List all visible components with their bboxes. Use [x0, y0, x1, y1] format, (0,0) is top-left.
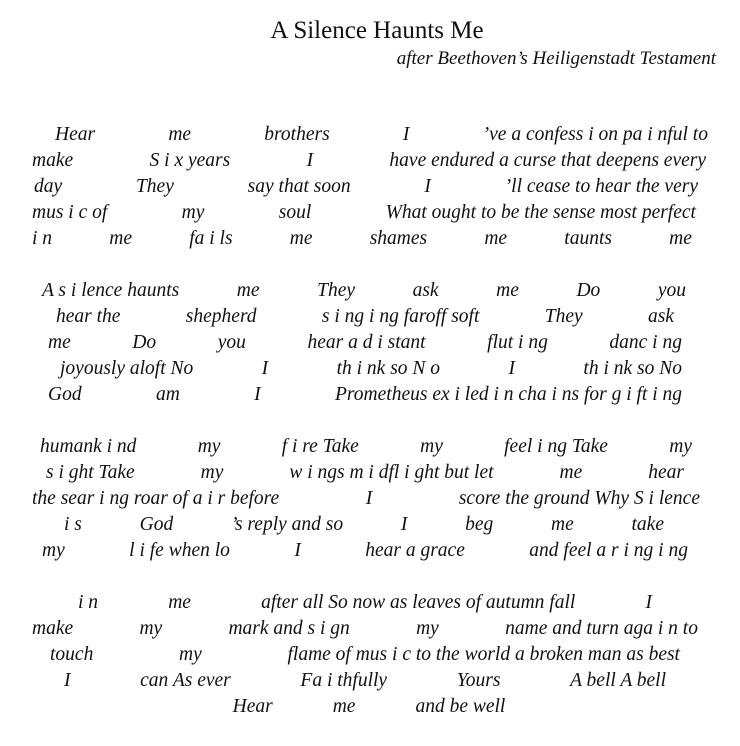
poem-word: A bell A bell [570, 670, 666, 691]
poem-word: ’s reply and so [230, 514, 344, 535]
poem-word: I [64, 670, 71, 691]
poem-word: Do [576, 280, 601, 301]
poem-word: I [402, 124, 410, 145]
poem-word: me [332, 696, 356, 717]
poem-word: hear [648, 462, 684, 483]
poem-word: Prometheus ex i led i n cha i ns for g i ft i ng [335, 384, 682, 405]
poem-word: I [424, 176, 431, 197]
poem-word: my [197, 436, 221, 457]
poem-word: i n [32, 228, 53, 249]
poem-line [30, 330, 708, 356]
poem-word: hear a d i stant [307, 332, 426, 353]
poem-line [30, 642, 708, 668]
poem-word: I [254, 384, 261, 405]
poem-word: taunts [564, 228, 612, 249]
poem-word: and be well [415, 696, 506, 717]
poem-word: danc i ng [609, 332, 682, 353]
poem-word: brothers [264, 124, 330, 145]
poem-word: beg [465, 514, 494, 535]
poem-word: They [135, 176, 174, 197]
poem-line [30, 174, 708, 200]
poem-line [30, 434, 708, 460]
poem-word: am [155, 384, 180, 405]
poem-word: Hear [232, 696, 273, 717]
poem-word: say that soon [247, 176, 351, 197]
poem-line [30, 382, 708, 408]
poem-word: me [484, 228, 508, 249]
poem-word: have endured a curse that deepens every [389, 150, 706, 171]
poem-word: my [42, 540, 65, 561]
poem-word: day [34, 176, 63, 197]
poem-line [30, 356, 708, 382]
poem-word: f i re Take [281, 436, 359, 457]
poem-line [30, 122, 708, 148]
poem-word: me [551, 514, 574, 535]
poem-word: mus i c of [32, 202, 108, 223]
poem-word: th i nk so N o [336, 358, 441, 379]
poem-word: my [181, 202, 205, 223]
poem-word: ask [412, 280, 439, 301]
stanza [30, 122, 708, 252]
poem-word: fa i ls [189, 228, 233, 249]
poem-word: s i ght Take [46, 462, 135, 483]
poem-word: and feel a r i ng i ng [529, 540, 688, 561]
poem-word: touch [50, 644, 94, 665]
poem-word: me [236, 280, 260, 301]
poem-word: I [508, 358, 515, 379]
poem-word: me [289, 228, 313, 249]
poem-word: after all So now as leaves of autumn fall [261, 592, 576, 613]
poem-line [30, 226, 708, 252]
poem-line [30, 304, 708, 330]
poem-word: Fa i thfully [300, 670, 388, 691]
poem-word: me [109, 228, 132, 249]
poem-line [30, 148, 708, 174]
poem-subtitle: after Beethoven’s Heiligenstadt Testament [396, 48, 716, 69]
poem-word: shepherd [185, 306, 257, 327]
poem-word: my [420, 436, 443, 457]
poem-word: i s [64, 514, 82, 535]
poem-word: God [139, 514, 174, 535]
poem-word: I [400, 514, 408, 535]
poem-word: humank i nd [40, 436, 137, 457]
poem-word: make [32, 618, 74, 639]
poem-word: name and turn aga i n to [505, 618, 698, 639]
poem-word: me [48, 332, 71, 353]
poem-word: Do [132, 332, 157, 353]
poem-word: i n [78, 592, 99, 613]
poem-word: my [200, 462, 224, 483]
poem-word: me [559, 462, 583, 483]
poem-word: Hear [55, 124, 96, 145]
poem-word: my [416, 618, 439, 639]
poem-word: ’ll cease to hear the very [504, 176, 698, 197]
stanza [30, 434, 708, 564]
poem-word: w i ngs m i dfl i ght but let [289, 462, 494, 483]
poem-body [30, 122, 708, 746]
poem-line [30, 512, 708, 538]
poem-word: you [657, 280, 686, 301]
poem-word: me [168, 124, 192, 145]
poem-word: I [306, 150, 314, 171]
poem-line [30, 694, 708, 720]
poem-word: me [168, 592, 191, 613]
poem-word: l i fe when lo [129, 540, 230, 561]
poem-word: I [365, 488, 373, 509]
poem-word: shames [369, 228, 428, 249]
poem-word: make [32, 150, 74, 171]
poem-word: What ought to be the sense most perfect [385, 202, 696, 223]
poem-title: A Silence Haunts Me [270, 17, 484, 44]
poem-line [30, 590, 708, 616]
poem-word: I [294, 540, 301, 561]
poem-word: me [669, 228, 692, 249]
stanza [30, 278, 708, 408]
poem-line [30, 200, 708, 226]
poem-word: God [48, 384, 82, 405]
poem-word: flut i ng [487, 332, 548, 353]
poem-word: flame of mus i c to the world a broken man as best [287, 644, 680, 665]
poem-word: S i x years [149, 150, 231, 171]
poem-word: my [179, 644, 202, 665]
poem-word: take [631, 514, 664, 535]
poem-word: I [261, 358, 269, 379]
poem-line [30, 616, 708, 642]
stanza [30, 590, 708, 720]
poem-word: s i ng i ng faroff soft [321, 306, 480, 327]
poem-word: mark and s i gn [228, 618, 350, 639]
poem-word: soul [278, 202, 312, 223]
poem-line [30, 486, 708, 512]
poem-word: hear the [56, 306, 121, 327]
poem-line [30, 278, 708, 304]
poem-line [30, 538, 708, 564]
poem-word: joyously aloft No [60, 358, 194, 379]
poem-word: Yours [456, 670, 501, 691]
poem-line [30, 668, 708, 694]
poem-word: can As ever [140, 670, 231, 691]
poem-word: feel i ng Take [504, 436, 608, 457]
poem-word: score the ground Why S i lence [458, 488, 700, 509]
poem-word: I [645, 592, 652, 613]
poem-word: ask [647, 306, 674, 327]
poem-line [30, 460, 708, 486]
poem-word: my [139, 618, 163, 639]
poem-word: They [317, 280, 355, 301]
poem-word: you [217, 332, 246, 353]
poem-word: me [496, 280, 519, 301]
poem-word: ’ve a confess i on pa i nful to [482, 124, 708, 145]
poem-word: They [544, 306, 583, 327]
poem-word: A s i lence haunts [42, 280, 180, 301]
poem-word: my [669, 436, 692, 457]
poem-word: the sear i ng roar of a i r before [32, 488, 280, 509]
poem-word: hear a grace [365, 540, 465, 561]
poem-word: th i nk so No [583, 358, 682, 379]
